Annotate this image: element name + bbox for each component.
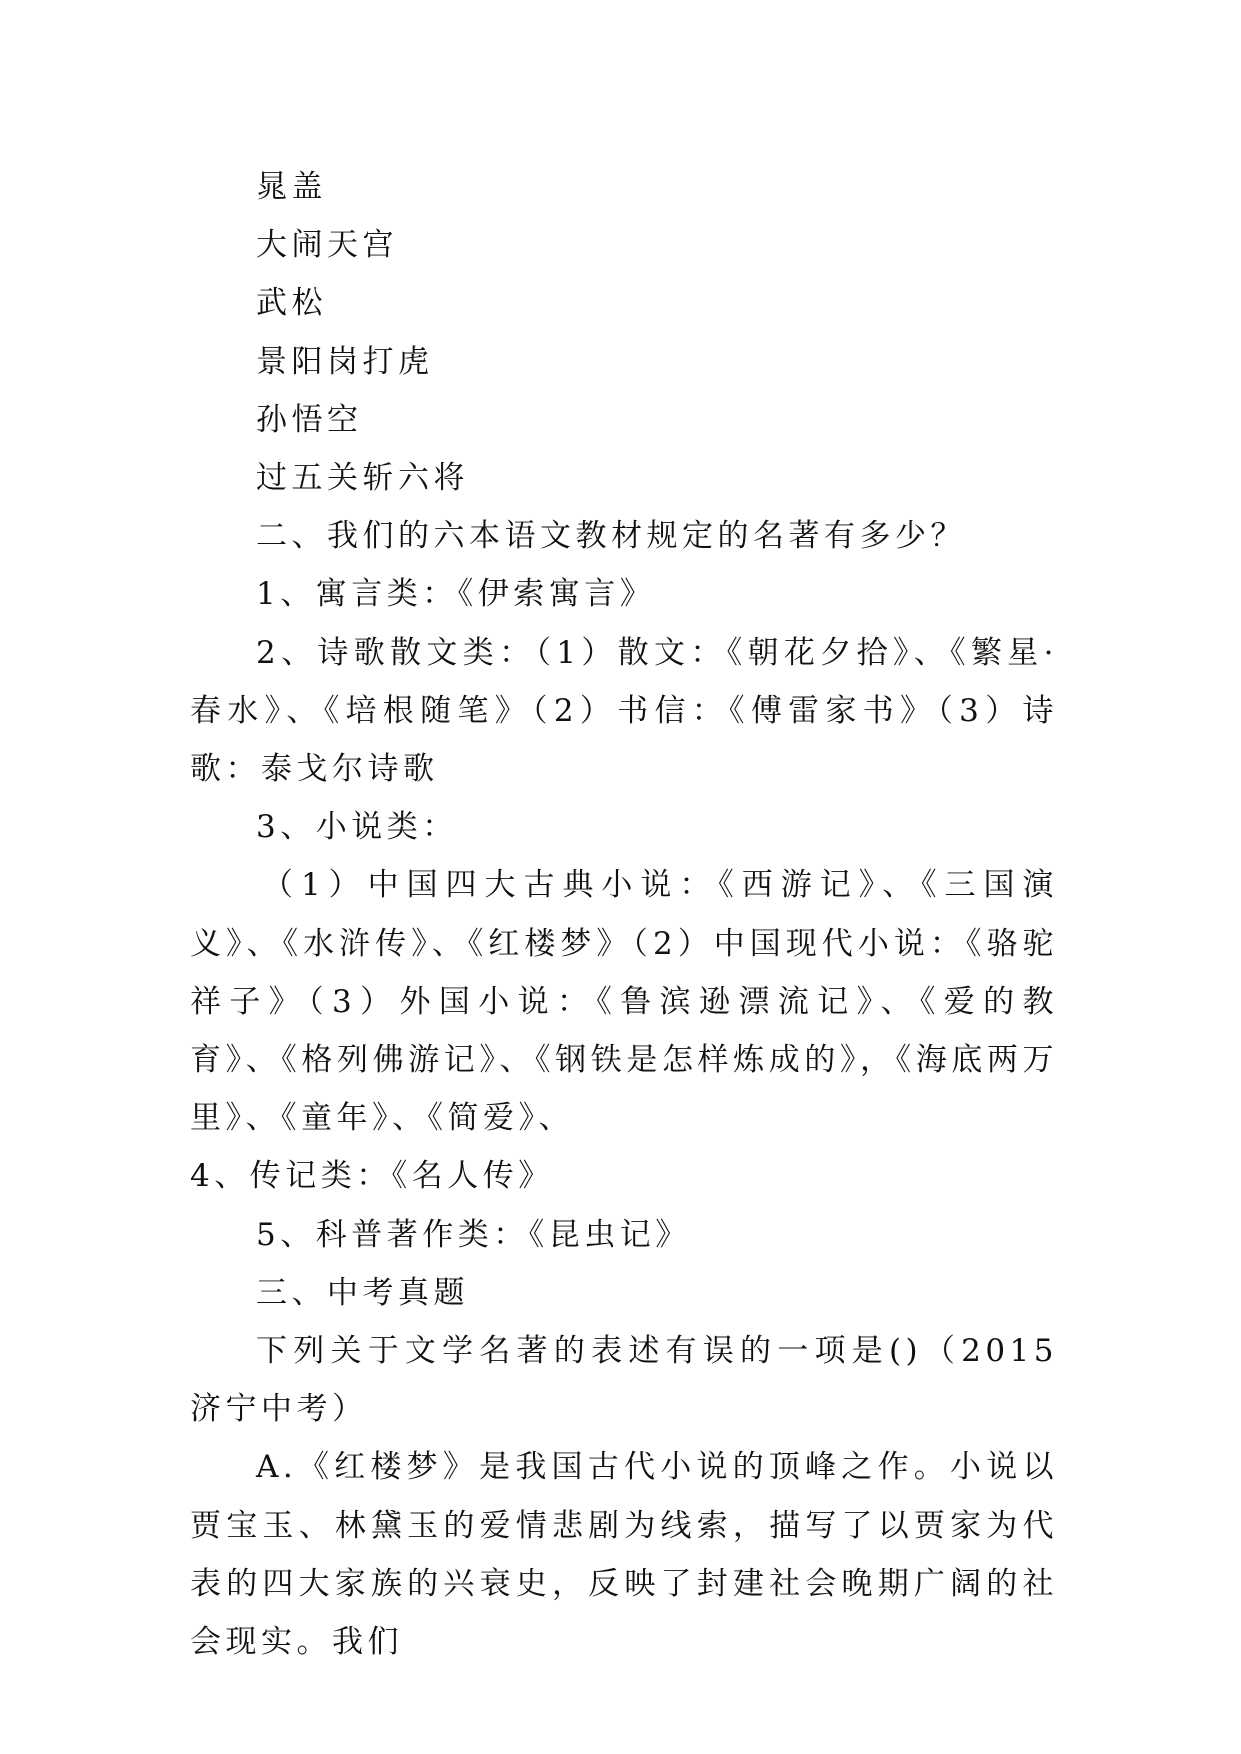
list-item: 4、传记类：《名人传》 bbox=[190, 1158, 554, 1195]
list-item-body: （1）中国四大古典小说：《西游记》、《三国演义》、《水浒传》、《红楼梦》（2）中国现代小说：《骆驼祥子》（3）外国小说：《鲁滨逊漂流记》、《爱的教育》、《格列佛游记》、《钢铁是怎样炼成的》，《海底两万里》、《童年》、《简爱》、 bbox=[190, 867, 1058, 1137]
text-line: 过五关斩六将 bbox=[256, 460, 469, 497]
list-item: 3、小说类： bbox=[256, 809, 458, 846]
document-body bbox=[190, 158, 1058, 1671]
section-heading: 三、中考真题 bbox=[256, 1274, 469, 1311]
list-item: 5、科普著作类：《昆虫记》 bbox=[256, 1216, 691, 1253]
list-item: 1、寓言类：《伊索寓言》 bbox=[256, 576, 656, 613]
text-line: 晁盖 bbox=[256, 169, 327, 205]
answer-option: A.《红楼梦》是我国古代小说的顶峰之作。小说以贾宝玉、林黛玉的爱情悲剧为线索，描写了以贾家为代表的四大家族的兴衰史，反映了封建社会晚期广阔的社会现实。我们 bbox=[190, 1449, 1058, 1661]
list-item: 2、诗歌散文类：（1）散文：《朝花夕拾》、《繁星·春水》、《培根随笔》（2）书信：《傅雷家书》（3）诗歌：泰戈尔诗歌 bbox=[190, 634, 1058, 788]
text-line: 武松 bbox=[256, 285, 327, 322]
text-line: 孙悟空 bbox=[256, 401, 363, 438]
question-text: 下列关于文学名著的表述有误的一项是()（2015济宁中考） bbox=[190, 1333, 1058, 1428]
text-line: 景阳岗打虎 bbox=[256, 343, 434, 380]
text-line: 大闹天宫 bbox=[256, 227, 398, 264]
section-heading: 二、我们的六本语文教材规定的名著有多少？ bbox=[256, 518, 966, 555]
